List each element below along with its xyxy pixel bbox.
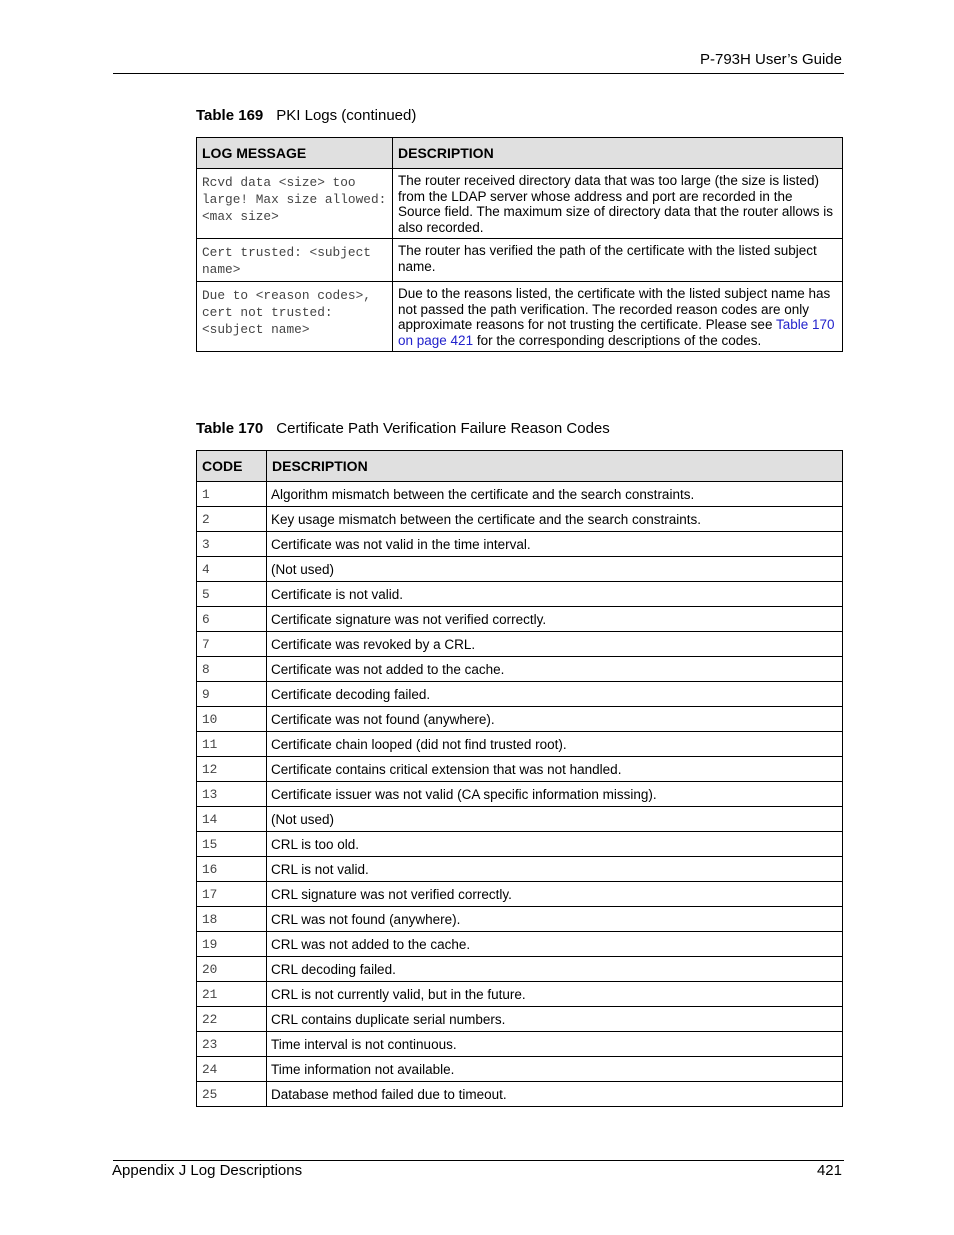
description-cell: Certificate contains critical extension that was not handled. [267, 757, 843, 782]
description-cell: Certificate issuer was not valid (CA specific information missing). [267, 782, 843, 807]
table-row [197, 732, 843, 757]
table-row [197, 832, 843, 857]
log-message-cell: Due to <reason codes>, cert not trusted: <subject name> [197, 282, 393, 352]
page-number: 421 [816, 1162, 842, 1179]
code-cell: 8 [197, 657, 267, 682]
description-cell: CRL is too old. [267, 832, 843, 857]
code-cell: 4 [197, 557, 267, 582]
description-cell: Certificate chain looped (did not find trusted root). [267, 732, 843, 757]
table-row [197, 707, 843, 732]
header-divider [113, 73, 844, 74]
description-cell: CRL is not currently valid, but in the future. [267, 982, 843, 1007]
code-cell: 24 [197, 1057, 267, 1082]
description-text: Due to the reasons listed, the certificate with the listed subject name has not passed the path verification. The recorded reason codes are only approximate reasons for not trusting the certificate. Please see [398, 286, 831, 332]
table-row [197, 169, 843, 239]
description-cell: Certificate was not found (anywhere). [267, 707, 843, 732]
code-cell: 19 [197, 932, 267, 957]
page-header-title: P-793H User’s Guide [699, 51, 842, 68]
log-message-cell: Rcvd data <size> too large! Max size allowed: <max size> [197, 169, 393, 239]
description-cell: (Not used) [267, 807, 843, 832]
description-cell: CRL was not found (anywhere). [267, 907, 843, 932]
code-cell: 11 [197, 732, 267, 757]
log-message-cell: Cert trusted: <subject name> [197, 239, 393, 282]
code-cell: 13 [197, 782, 267, 807]
description-cell: Certificate signature was not verified correctly. [267, 607, 843, 632]
table-row [197, 1082, 843, 1107]
table-row [197, 982, 843, 1007]
description-cell: The router has verified the path of the certificate with the listed subject name. [393, 239, 843, 282]
code-cell: 20 [197, 957, 267, 982]
table-170-title: Certificate Path Verification Failure Reason Codes [276, 420, 610, 437]
description-cell: Key usage mismatch between the certificate and the search constraints. [267, 507, 843, 532]
description-cell: CRL contains duplicate serial numbers. [267, 1007, 843, 1032]
table-169-caption [196, 107, 416, 124]
table-row [197, 607, 843, 632]
table-row [197, 557, 843, 582]
code-cell: 7 [197, 632, 267, 657]
description-cell: Algorithm mismatch between the certificate and the search constraints. [267, 482, 843, 507]
table-row [197, 957, 843, 982]
description-cell: Certificate was not added to the cache. [267, 657, 843, 682]
footer-divider [113, 1160, 844, 1161]
description-cell: Certificate was revoked by a CRL. [267, 632, 843, 657]
description-cell: CRL is not valid. [267, 857, 843, 882]
table-row [197, 757, 843, 782]
table-row [197, 657, 843, 682]
table-row [197, 882, 843, 907]
table-row [197, 507, 843, 532]
description-cell: The router received directory data that was too large (the size is listed) from the LDAP server whose address and port are recorded in the Source field. The maximum size of directory data that the router allows is also recorded. [393, 169, 843, 239]
description-cell: Certificate was not valid in the time interval. [267, 532, 843, 557]
code-cell: 17 [197, 882, 267, 907]
code-cell: 16 [197, 857, 267, 882]
description-text-after: for the corresponding descriptions of the codes. [473, 332, 762, 348]
table-row [197, 532, 843, 557]
code-cell: 1 [197, 482, 267, 507]
table-row [197, 239, 843, 282]
code-cell: 12 [197, 757, 267, 782]
code-cell: 22 [197, 1007, 267, 1032]
description-cell: Certificate is not valid. [267, 582, 843, 607]
footer-section-title: Appendix J Log Descriptions [112, 1162, 303, 1179]
column-header-description: DESCRIPTION [267, 451, 843, 482]
description-cell: Database method failed due to timeout. [267, 1082, 843, 1107]
table-169-title: PKI Logs (continued) [276, 107, 417, 124]
code-cell: 10 [197, 707, 267, 732]
code-cell: 25 [197, 1082, 267, 1107]
description-cell: CRL was not added to the cache. [267, 932, 843, 957]
code-cell: 9 [197, 682, 267, 707]
table-169-label: Table 169 [196, 107, 264, 124]
code-cell: 15 [197, 832, 267, 857]
description-cell: (Not used) [267, 557, 843, 582]
description-cell: Time information not available. [267, 1057, 843, 1082]
table-row [197, 807, 843, 832]
code-cell: 21 [197, 982, 267, 1007]
description-cell: CRL signature was not verified correctly. [267, 882, 843, 907]
code-cell: 14 [197, 807, 267, 832]
code-cell: 3 [197, 532, 267, 557]
pki-logs-table [196, 137, 843, 352]
table-170-label: Table 170 [196, 420, 264, 437]
code-cell: 5 [197, 582, 267, 607]
table-row [197, 1032, 843, 1057]
table-row [197, 932, 843, 957]
table-row [197, 1007, 843, 1032]
code-cell: 23 [197, 1032, 267, 1057]
table-row [197, 857, 843, 882]
table-row [197, 282, 843, 352]
table-row [197, 907, 843, 932]
column-header-code: CODE [197, 451, 267, 482]
description-cell [393, 282, 843, 352]
reason-codes-table [196, 450, 843, 1107]
description-cell: CRL decoding failed. [267, 957, 843, 982]
column-header-description: DESCRIPTION [393, 138, 843, 169]
code-cell: 18 [197, 907, 267, 932]
description-cell: Certificate decoding failed. [267, 682, 843, 707]
column-header-log-message: LOG MESSAGE [197, 138, 393, 169]
table-row [197, 682, 843, 707]
table-170-caption [196, 420, 610, 437]
table-row [197, 632, 843, 657]
description-cell: Time interval is not continuous. [267, 1032, 843, 1057]
table-row [197, 1057, 843, 1082]
table-row [197, 482, 843, 507]
table-row [197, 582, 843, 607]
table-170-link[interactable]: Table 170 on page 421 [398, 317, 835, 348]
table-row [197, 782, 843, 807]
code-cell: 2 [197, 507, 267, 532]
code-cell: 6 [197, 607, 267, 632]
